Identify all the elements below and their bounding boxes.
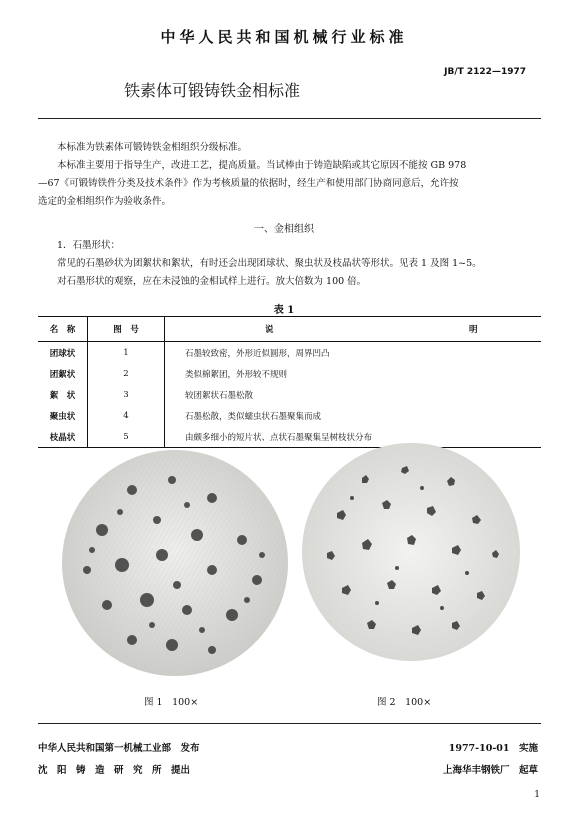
graphite-paragraph-1: 常见的石墨砂状为团絮状和絮状，有时还会出现团球状、聚虫状及枝晶状等形状。见表 1 及图 1~5。 [57, 258, 482, 269]
intro-paragraph-1: 本标准为铁素体可锻铸铁金相组织分级标准。 [57, 142, 248, 153]
table-cell-fig: 5 [88, 426, 165, 448]
table-cell-name: 团球状 [38, 342, 88, 364]
table-cell-desc: 类似棉絮团，外形较不规则 [185, 369, 288, 380]
figure-1-caption: 图 1 100× [144, 697, 199, 708]
footer-date: 1977-10-01 实施 [448, 743, 538, 754]
table-cell-fig: 3 [88, 384, 165, 405]
table-row [38, 384, 541, 405]
table-header-name: 名 称 [38, 317, 88, 342]
table-row [38, 363, 541, 384]
table-cell-desc: 较团絮状石墨松散 [185, 390, 254, 401]
table-header-desc: 说 明 [165, 317, 542, 342]
document-title: 铁素体可锻铸铁金相标准 [124, 81, 301, 100]
table-row [38, 426, 541, 448]
footer-rule [38, 723, 541, 724]
micrograph-figure-2 [302, 443, 520, 661]
table-row [38, 342, 541, 364]
table-cell-fig: 4 [88, 405, 165, 426]
table-cell-name: 团絮状 [38, 363, 88, 384]
item-heading: 1．石墨形状： [57, 240, 121, 251]
page-number: 1 [534, 790, 540, 800]
table-cell-desc: 石墨较致密，外形近似圆形，周界凹凸 [185, 348, 330, 359]
header-rule [38, 118, 541, 119]
table-header-fig: 图 号 [88, 317, 165, 342]
table-cell-desc: 石墨松散，类似蠕虫状石墨聚集而成 [185, 411, 322, 422]
table-cell-fig: 1 [88, 342, 165, 364]
table-cell-name: 枝晶状 [38, 426, 88, 448]
table-cell-name: 聚虫状 [38, 405, 88, 426]
intro-paragraph-2-line-2: —67《可锻铸铁件分类及技术条件》作为考核质量的依据时，经生产和使用部门协商同意后，允许按 [38, 178, 459, 189]
intro-paragraph-2-line-3: 选定的金相组织作为验收条件。 [38, 196, 172, 207]
micrograph-figure-1 [62, 450, 288, 676]
table-cell-desc: 由颇多细小的短片状、点状石墨聚集呈树枝状分布 [165, 426, 542, 448]
footer-drafter: 沈 阳 铸 造 研 究 所 提出 [38, 765, 191, 776]
table-cell-fig: 2 [88, 363, 165, 384]
graphite-paragraph-2: 对石墨形状的观察，应在未浸蚀的金相试样上进行。放大倍数为 100 倍。 [57, 276, 367, 287]
table-1 [38, 316, 541, 448]
section-heading: 一、金相组织 [254, 224, 314, 235]
footer-issuer: 中华人民共和国第一机械工业部 发布 [38, 743, 200, 754]
footer-factory: 上海华丰钢铁厂 起草 [442, 765, 538, 776]
figure-2-caption: 图 2 100× [377, 697, 432, 708]
intro-paragraph-2-line-1: 本标准主要用于指导生产，改进工艺，提高质量。当试棒由于铸造缺陷或其它原因不能按 GB 978 [57, 160, 467, 171]
table-cell-name: 絮 状 [38, 384, 88, 405]
standard-number: JB/T 2122—1977 [444, 67, 526, 77]
table-caption: 表 1 [273, 305, 295, 316]
header-org: 中华人民共和国机械行业标准 [160, 28, 408, 46]
table-header-row [38, 317, 541, 342]
table-row [38, 405, 541, 426]
